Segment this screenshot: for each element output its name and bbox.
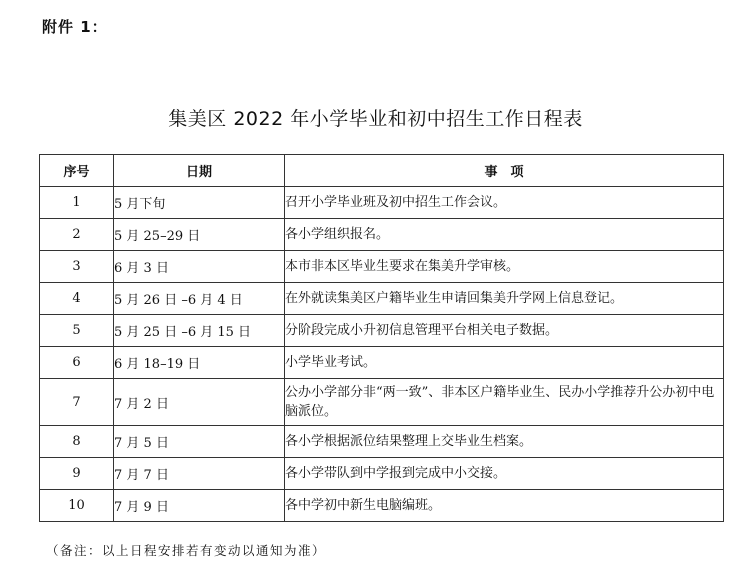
table-header-row (40, 155, 724, 187)
row-date: 7 月 2 日 (114, 379, 285, 426)
attachment-label: 附件 1： (42, 18, 108, 36)
table-row (40, 187, 724, 219)
header-number: 序号 (40, 155, 114, 187)
table-row (40, 251, 724, 283)
table-row (40, 426, 724, 458)
row-date: 7 月 5 日 (114, 426, 285, 458)
row-date: 5 月 26 日 –6 月 4 日 (114, 283, 285, 315)
row-task: 公办小学部分非“两一致”、非本区户籍毕业生、民办小学推荐升公办初中电脑派位。 (285, 379, 724, 426)
row-task: 小学毕业考试。 (285, 347, 724, 379)
table-row (40, 219, 724, 251)
row-task: 召开小学毕业班及初中招生工作会议。 (285, 187, 724, 219)
row-date: 5 月 25 日 –6 月 15 日 (114, 315, 285, 347)
row-task: 各中学初中新生电脑编班。 (285, 490, 724, 522)
row-number: 7 (40, 379, 114, 426)
row-task: 各小学组织报名。 (285, 219, 724, 251)
row-task: 分阶段完成小升初信息管理平台相关电子数据。 (285, 315, 724, 347)
row-date: 7 月 9 日 (114, 490, 285, 522)
row-number: 8 (40, 426, 114, 458)
row-date: 5 月下旬 (114, 187, 285, 219)
table-row (40, 315, 724, 347)
table-row (40, 283, 724, 315)
footnote: （备注：以上日程安排若有变动以通知为准） (46, 543, 327, 558)
row-task: 各小学根据派位结果整理上交毕业生档案。 (285, 426, 724, 458)
row-number: 3 (40, 251, 114, 283)
schedule-table (39, 154, 724, 522)
table-row (40, 379, 724, 426)
row-number: 5 (40, 315, 114, 347)
row-number: 6 (40, 347, 114, 379)
row-task: 在外就读集美区户籍毕业生申请回集美升学网上信息登记。 (285, 283, 724, 315)
table-row (40, 347, 724, 379)
row-task: 本市非本区毕业生要求在集美升学审核。 (285, 251, 724, 283)
row-number: 9 (40, 458, 114, 490)
row-number: 1 (40, 187, 114, 219)
row-task: 各小学带队到中学报到完成中小交接。 (285, 458, 724, 490)
row-date: 7 月 7 日 (114, 458, 285, 490)
row-number: 10 (40, 490, 114, 522)
page-title: 集美区 2022 年小学毕业和初中招生工作日程表 (168, 108, 583, 130)
row-date: 6 月 18–19 日 (114, 347, 285, 379)
row-number: 2 (40, 219, 114, 251)
header-date: 日期 (114, 155, 285, 187)
row-number: 4 (40, 283, 114, 315)
header-task: 事 项 (285, 155, 724, 187)
table-row (40, 490, 724, 522)
row-date: 5 月 25–29 日 (114, 219, 285, 251)
table-row (40, 458, 724, 490)
row-date: 6 月 3 日 (114, 251, 285, 283)
